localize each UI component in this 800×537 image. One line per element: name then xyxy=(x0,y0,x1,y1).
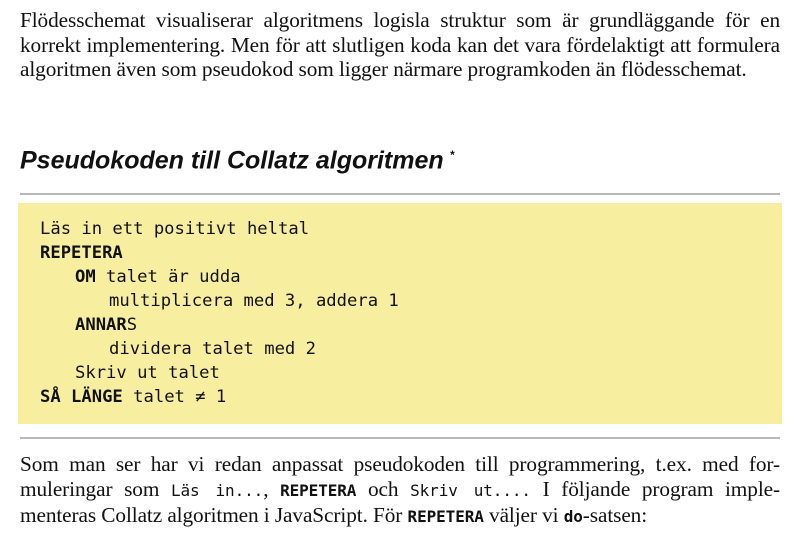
pseudocode-box xyxy=(18,203,782,424)
code-text: Skriv ut talet xyxy=(75,363,220,383)
code-line-4 xyxy=(109,289,399,313)
outro-paragraph xyxy=(20,452,780,530)
inline-code: REPETERA xyxy=(280,480,357,500)
code-text: Läs in ett positivt heltal xyxy=(40,219,310,239)
outro-text: muleringar som xyxy=(20,476,171,501)
outro-text: I följande program imple- xyxy=(530,476,780,501)
code-text: multiplicera med 3, addera 1 xyxy=(109,291,399,311)
inline-code: Läs in... xyxy=(170,480,264,500)
outro-text: -satsen: xyxy=(582,503,648,527)
code-text: dividera talet med 2 xyxy=(109,339,316,359)
code-keyword: ANNAR xyxy=(75,315,127,335)
code-text: S xyxy=(126,315,138,335)
section-heading xyxy=(20,140,454,175)
inline-code: Skriv ut.... xyxy=(410,480,531,500)
inline-code: do xyxy=(563,507,583,526)
code-keyword: OM xyxy=(75,267,96,287)
outro-line-2 xyxy=(20,477,780,504)
outro-text: och xyxy=(356,476,411,501)
outro-text: väljer vi xyxy=(483,503,564,527)
code-line-7 xyxy=(75,361,220,385)
outro-line-1: Som man ser har vi redan anpassat pseudokoden till programmering, t.ex. med for- xyxy=(20,452,780,476)
code-line-6 xyxy=(109,337,316,361)
code-line-2 xyxy=(40,241,123,265)
code-keyword: REPETERA xyxy=(40,243,123,263)
code-line-3 xyxy=(75,265,241,289)
footnote-mark: * xyxy=(449,148,455,162)
section-heading-text: Pseudokoden till Collatz algoritmen xyxy=(20,146,444,175)
code-keyword: SÅ LÄNGE xyxy=(40,387,123,407)
top-divider xyxy=(20,193,780,195)
code-text: talet ≠ 1 xyxy=(122,387,227,407)
inline-code: REPETERA xyxy=(407,507,484,526)
code-line-5 xyxy=(75,313,137,337)
intro-paragraph: Flödesschemat visualiserar algoritmens logisla struktur som är grundläggande för en korrekt implementering. Men för att slutligen koda kan det vara fördelaktigt att formulera algoritmen även som pseudokod som ligger närmare programkoden än flödesschemat. xyxy=(20,8,780,81)
outro-text: menteras Collatz algoritmen i JavaScript. För xyxy=(20,503,408,527)
code-line-8 xyxy=(40,385,226,409)
outro-text: , xyxy=(263,476,281,501)
bottom-divider xyxy=(20,437,780,439)
code-text: talet är udda xyxy=(95,267,241,287)
code-line-1 xyxy=(40,217,309,241)
outro-line-3 xyxy=(20,503,780,530)
